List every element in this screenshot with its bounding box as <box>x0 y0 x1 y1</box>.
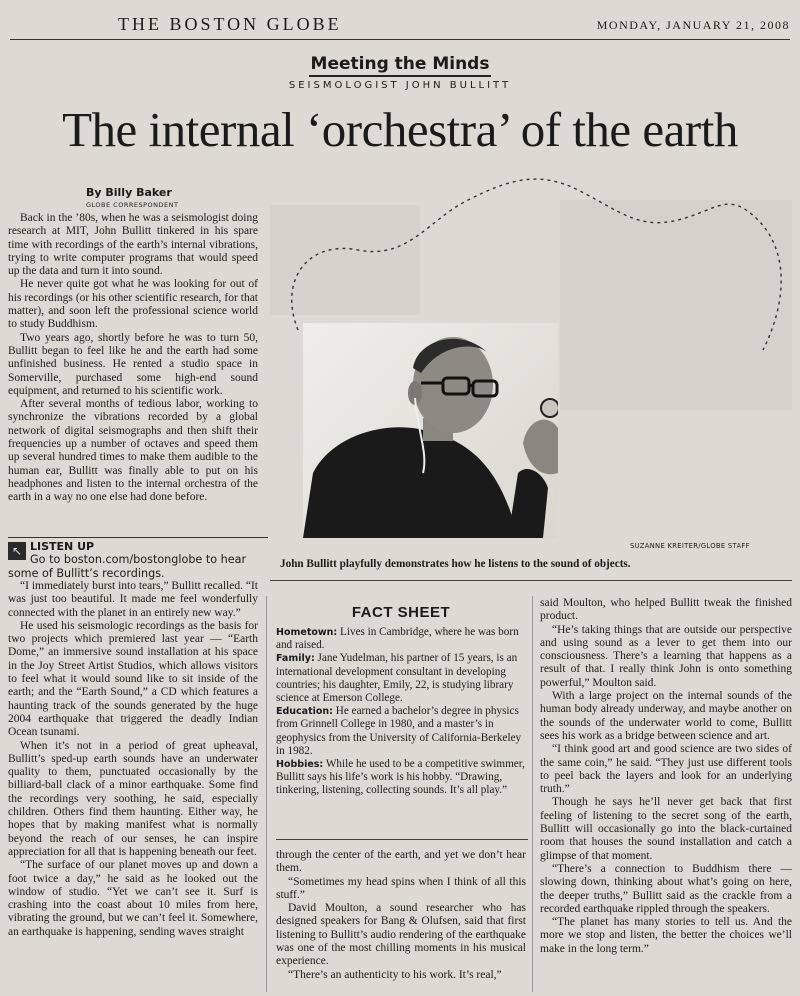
paragraph: “I think good art and good science are two sides of the same coin,” he said. “They just use different tools to peel back the layers and look for an underlying truth.” <box>540 743 792 796</box>
article-column-1-continued <box>8 580 258 939</box>
fact-item <box>276 705 528 758</box>
paragraph: David Moulton, a sound researcher who has designed speakers for Bang & Olufsen, said that first listening to Bullitt’s audio rendering of the earthquake was one of the most chilling moments in his musical experience. <box>276 902 526 968</box>
section-kicker <box>0 54 800 74</box>
paragraph: through the center of the earth, and yet we don’t hear them. <box>276 849 526 875</box>
paragraph: “He’s taking things that are outside our perspective and using sound as a lever to get them into our consciousness. There’s a learning that happens as a result of that. I really think John is onto something powerful,” Moulton said. <box>540 623 792 689</box>
paragraph: “I immediately burst into tears,” Bullitt recalled. “It was just too beautiful. It made me feel wonderfully connected with the planet in an entirely new way.” <box>8 580 258 619</box>
article-column-3 <box>540 597 792 956</box>
fact-text: Lives in Cambridge, where he was born and raised. <box>276 626 519 652</box>
fact-item <box>276 626 528 652</box>
headline: The internal ‘orchestra’ of the earth <box>62 102 738 157</box>
fact-text: While he used to be a competitive swimmer, Bullitt says his life’s work is his hobby. “Drawing, tinkering, listening, collecting sounds. It’s all play.” <box>276 758 525 797</box>
paragraph: “There’s an authenticity to his work. It’s real,” <box>288 968 502 981</box>
article-column-2 <box>276 849 526 982</box>
byline-role: GLOBE CORRESPONDENT <box>86 201 179 209</box>
caption-rule <box>270 580 792 581</box>
paragraph: “The surface of our planet moves up and down a foot twice a day,” he said as he looked out the window of studio. “Yet we can’t see it. Surf is crashing into the coast about 10 miles from here, vibrating the ground, but we can’t feel it. Somewhere, an earthquake is happening, sending waves straight <box>8 859 258 938</box>
masthead-rule <box>10 39 790 40</box>
cursor-arrow-icon: ↖ <box>8 542 26 560</box>
fact-text: He earned a bachelor’s degree in physics from Grinnell College in 1980, and a master’s in geophysics from the University of California-Berkeley in 1982. <box>276 705 522 757</box>
fact-label: Hometown: <box>276 627 338 638</box>
paragraph: After several months of tedious labor, working to synchronize the vibrations recorded by a global network of digital seismographs and then shift their frequencies up a number of octaves and speed them up several hundred times to make them audible to the human ear, Bullitt was finally able to put on his headphones and listen to the internal orchestra of the earth in a way no one else had done before. <box>8 398 258 504</box>
column-divider <box>266 596 267 992</box>
paragraph: “The planet has many stories to tell us. And the more we stop and listen, the better the choices we’ll make in the long term.” <box>540 916 792 955</box>
sub-kicker: SEISMOLOGIST JOHN BULLITT <box>288 80 512 91</box>
fact-label: Education: <box>276 706 333 718</box>
fact-label: Hobbies: <box>276 759 324 771</box>
photo-john-bullitt <box>303 323 558 538</box>
paragraph: Two years ago, shortly before he was to turn 50, Bullitt began to feel like he and the earth had some unfinished business. He rented a studio space in Somerville, purchased some high-end sound equipment, and returned to his scientific work. <box>8 331 258 397</box>
fact-sheet-body <box>276 626 528 798</box>
fact-item <box>276 652 528 705</box>
newspaper-masthead: THE BOSTON GLOBE <box>118 14 342 34</box>
listen-up-body[interactable]: Go to boston.com/bostonglobe to hear some of Bullitt’s recordings. <box>8 553 247 580</box>
byline: By Billy Baker <box>86 186 172 199</box>
fact-sheet-title: FACT SHEET <box>351 604 451 621</box>
paragraph: Though he says he’ll never get back that first feeling of listening to the secret song of the earth, Bullitt will occasionally go into the black-curtained room that houses the sound installation and catch a glimpse of that moment. <box>540 796 792 862</box>
listen-up-link[interactable] <box>8 553 268 581</box>
paragraph: With a large project on the internal sounds of the human body already underway, and maybe another on the sounds of the underwater world to come, Bullitt sees his work as a bridge between science and art. <box>540 690 792 742</box>
paragraph: When it’s not in a period of great upheaval, Bullitt’s sped-up earth sounds have an underwater quality to them, punctuated occasionally by the billiard-ball clack of a minor earthquake. Some find the recordings very soothing, he said, especially children. Others find them haunting. Either way, he hopes that by making manifest what is normally beyond the reach of our senses, he can inspire appreciation for all that is happening beneath our feet. <box>8 739 258 858</box>
paragraph: Back in the ’80s, when he was a seismologist doing research at MIT, John Bullitt tinkered in his spare time with recordings of the earth’s internal vibrations, trying to write computer programs that would speed up the data and turn it into sound. <box>8 212 258 278</box>
listen-up-rule <box>8 537 268 538</box>
kicker-text: Meeting the Minds <box>309 54 492 77</box>
issue-date: MONDAY, JANUARY 21, 2008 <box>596 18 790 32</box>
paragraph: “Sometimes my head spins when I think of all this stuff.” <box>276 875 526 901</box>
paragraph: He used his seismologic recordings as the basis for two projects which premiered last year — “Earth Dome,” an immersive sound installation at his space in the Joy Street Artist Studios, which allows visitors to feel what it would sound like to sit inside of the earth; and the “Earth Sound,” a CD which features a haunting track of the sounds generated by the huge 2004 earthquake that triggered the deadly Indian Ocean tsunami. <box>8 619 258 739</box>
fact-text: Jane Yudelman, his partner of 15 years, is an international development consultant in developing countries; his daughter, Emily, 22, is studying library science at Emerson College. <box>276 652 518 705</box>
photo-credit: SUZANNE KREITER/GLOBE STAFF <box>630 542 750 550</box>
article-column-1 <box>8 212 258 505</box>
fact-label: Family: <box>276 653 315 665</box>
paragraph: “There’s a connection to Buddhism there — slowing down, thinking about what’s going on here, the deeper truths,” Bullitt said as the crackle from a recorded earthquake rippled through the speakers. <box>540 862 792 915</box>
paragraph: said Moulton, who helped Bullitt tweak the finished product. <box>540 597 792 623</box>
column-divider <box>532 596 533 992</box>
fact-item <box>276 758 528 798</box>
fact-sheet-rule <box>276 839 528 840</box>
photo-caption: John Bullitt playfully demonstrates how he listens to the sound of objects. <box>280 558 631 570</box>
photo-illustration <box>303 323 558 538</box>
listen-up-title: LISTEN UP <box>30 540 95 553</box>
paragraph: He never quite got what he was looking for out of his recordings (or his other scientific research, for that matter), and soon left the professional science world to study Buddhism. <box>8 278 258 331</box>
